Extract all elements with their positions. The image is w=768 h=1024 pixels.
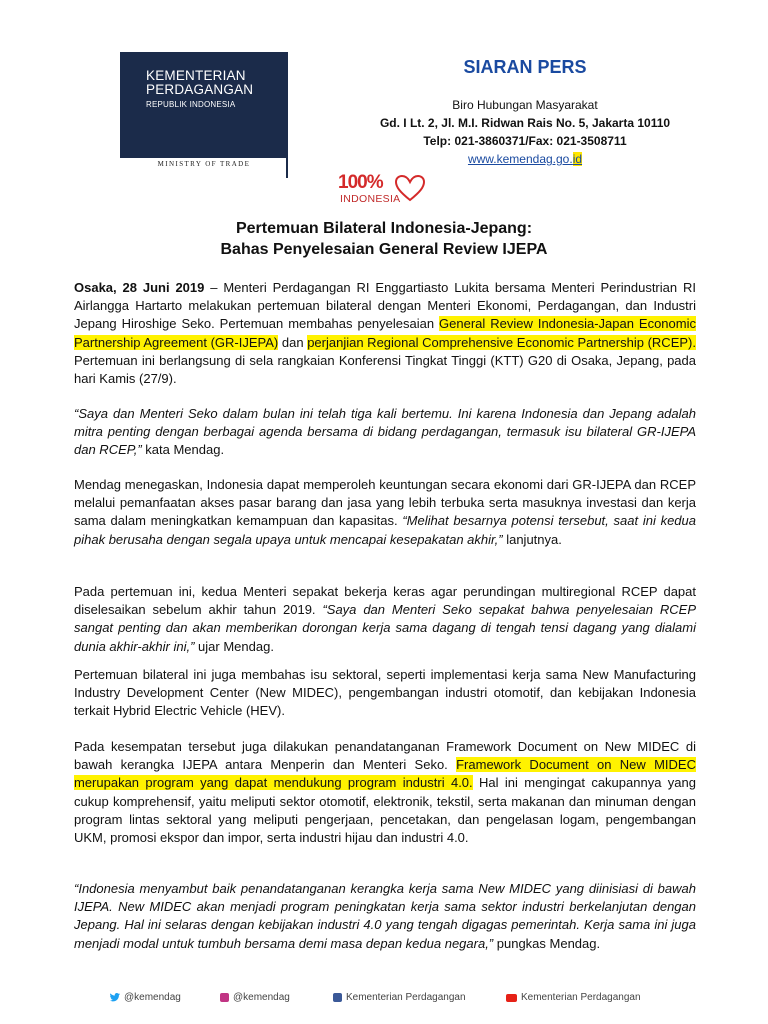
p6-text-a: Pada kesempatan tersebut juga dilakukan penandatanganan Framework Document on New MIDEC di bawah kerangka IJEPA antara Menperin dan Menteri Seko. xyxy=(74,739,696,773)
youtube-icon xyxy=(506,994,517,1002)
p4-text: Pada pertemuan ini, kedua Menteri sepakat bekerja keras agar perundingan multiregional RCEP dapat diselesaikan sebelum akhir tahun 2019. xyxy=(74,584,696,618)
youtube-name: Kementerian Perdagangan xyxy=(521,992,641,1003)
p7-quote: “Indonesia menyambut baik penandatanganan kerangka kerja sama New MIDEC yang diinisiasi di bawah IJEPA. New MIDEC akan menjadi program peningkatan kerja sama sektor industri berkelanjutan dengan Jepang. Hal ini selaras dengan kebijakan industri 4.0 yang tengah digagas pemerintah. Kerja sama ini juga menjadi modal untuk tumbuh bersama demi masa depan kedua negara,” xyxy=(74,881,696,951)
footer-facebook[interactable] xyxy=(333,992,466,1003)
p4-tail: ujar Mendag. xyxy=(194,638,274,654)
p1-text-b: dan xyxy=(278,334,308,350)
logo-motto: MINISTRY OF TRADE xyxy=(157,160,251,168)
instagram-handle: @kemendag xyxy=(233,992,290,1003)
paragraph-1 xyxy=(74,279,696,388)
website-link[interactable] xyxy=(330,150,720,168)
contact-block xyxy=(330,96,720,168)
press-release-heading: SIARAN PERS xyxy=(463,57,587,77)
indonesia-badge xyxy=(338,172,428,216)
twitter-icon xyxy=(110,993,120,1002)
p2-quote: “Saya dan Menteri Seko dalam bulan ini telah tiga kali bertemu. Ini karena Indonesia dan Jepang adalah mitra penting dengan berbagai agenda bersama di bidang perdagangan, termasuk isu bilateral GR-IJEPA dan RCEP,” xyxy=(74,406,696,458)
twitter-handle: @kemendag xyxy=(124,992,181,1003)
instagram-icon xyxy=(220,993,229,1002)
title-line-2: Bahas Penyelesaian General Review IJEPA xyxy=(220,241,548,258)
phone-fax: Telp: 021-3860371/Fax: 021-3508711 xyxy=(423,134,627,148)
footer-youtube[interactable] xyxy=(506,992,641,1003)
heart-icon xyxy=(394,174,426,202)
paragraph-3 xyxy=(74,476,696,549)
paragraph-2 xyxy=(74,405,696,460)
social-footer xyxy=(0,992,768,1010)
paragraph-5 xyxy=(74,666,696,721)
highlight-framework-document: Framework Document on New MIDEC merupakan program yang dapat mendukung program industri 4.0. xyxy=(74,757,696,791)
p4-quote: “Saya dan Menteri Seko sepakat bahwa penyelesaian RCEP sangat penting dan akan memberikan dorongan kerja sama dagang di tengah tensi dagang yang dialami dunia akhir-akhir ini,” xyxy=(74,602,696,654)
paragraph-7 xyxy=(74,880,696,953)
p3-quote: “Melihat besarnya potensi tersebut, saat ini kedua pihak berusaha dengan segala upaya untuk mencapai kesepakatan akhir,” xyxy=(74,513,696,547)
badge-word: INDONESIA xyxy=(340,193,401,205)
p7-tail: pungkas Mendag. xyxy=(493,935,601,951)
address: Gd. I Lt. 2, Jl. M.I. Ridwan Rais No. 5, Jakarta 10110 xyxy=(379,116,671,130)
dateline: Osaka, 28 Juni 2019 xyxy=(74,280,205,295)
article-title xyxy=(100,218,668,260)
website-main[interactable]: www.kemendag.go. xyxy=(467,152,573,166)
p3-tail: lanjutnya. xyxy=(502,531,562,547)
p1-text-c: Pertemuan ini berlangsung di sela rangkaian Konferensi Tingkat Tinggi (KTT) G20 di Osaka, Jepang, pada hari Kamis (27/9). xyxy=(74,352,696,387)
highlight-rcep: perjanjian Regional Comprehensive Economic Partnership (RCEP). xyxy=(307,334,696,350)
website-tld[interactable]: id xyxy=(572,152,583,166)
p1-text-a: – Menteri Perdagangan RI Enggartiasto Lukita bersama Menteri Perindustrian RI Airlangga Hartarto melakukan pertemuan bilateral dengan Menteri Ekonomi, Perdagangan, dan Industri Jepang Hiroshige Seko. Pertemuan membahas penyelesaian xyxy=(74,280,696,332)
logo-line-kementerian: KEMENTERIAN xyxy=(146,68,246,83)
footer-instagram[interactable] xyxy=(220,992,290,1003)
logo-line-perdagangan: PERDAGANGAN xyxy=(146,82,254,97)
p2-tail: kata Mendag. xyxy=(141,442,225,458)
paragraph-4 xyxy=(74,583,696,656)
biro-name: Biro Hubungan Masyarakat xyxy=(452,98,598,112)
highlight-gr-ijepa: General Review Indonesia-Japan Economic Partnership Agreement (GR-IJEPA) xyxy=(74,316,696,350)
p3-text: Mendag menegaskan, Indonesia dapat memperoleh keuntungan secara ekonomi dari GR-IJEPA dan RCEP melalui pemanfaatan akses pasar barang dan jasa yang lebih terbuka serta masuknya investasi dan kerja sama dalam meningkatkan kemampuan dan kapasitas. xyxy=(74,477,696,529)
title-line-1: Pertemuan Bilateral Indonesia-Jepang: xyxy=(235,220,533,237)
paragraph-6 xyxy=(74,738,696,847)
footer-twitter[interactable] xyxy=(110,992,181,1003)
logo-line-republik: REPUBLIK INDONESIA xyxy=(146,100,236,109)
p6-text-b: Hal ini mengingat cakupannya yang cukup komprehensif, yaitu meliputi sektor otomotif, elektronik, tekstil, serta makanan dan minuman dengan program lintas sektoral yang meliputi pengerjaan, pencetakan, dan pengelasan logam, pengembangan UKM, promosi ekspor dan impor, serta industri hijau dan industri 4.0. xyxy=(74,775,696,846)
p5-text: Pertemuan bilateral ini juga membahas isu sektoral, seperti implementasi kerja sama New Manufacturing Industry Development Center (New MIDEC), pengembangan industri otomotif, dan kebijakan Indonesia terkait Hybrid Electric Vehicle (HEV). xyxy=(74,667,696,719)
badge-percent: 100% xyxy=(338,172,383,193)
header-divider xyxy=(286,52,288,178)
facebook-icon xyxy=(333,993,342,1002)
facebook-name: Kementerian Perdagangan xyxy=(346,992,466,1003)
ministry-logo xyxy=(120,52,288,158)
